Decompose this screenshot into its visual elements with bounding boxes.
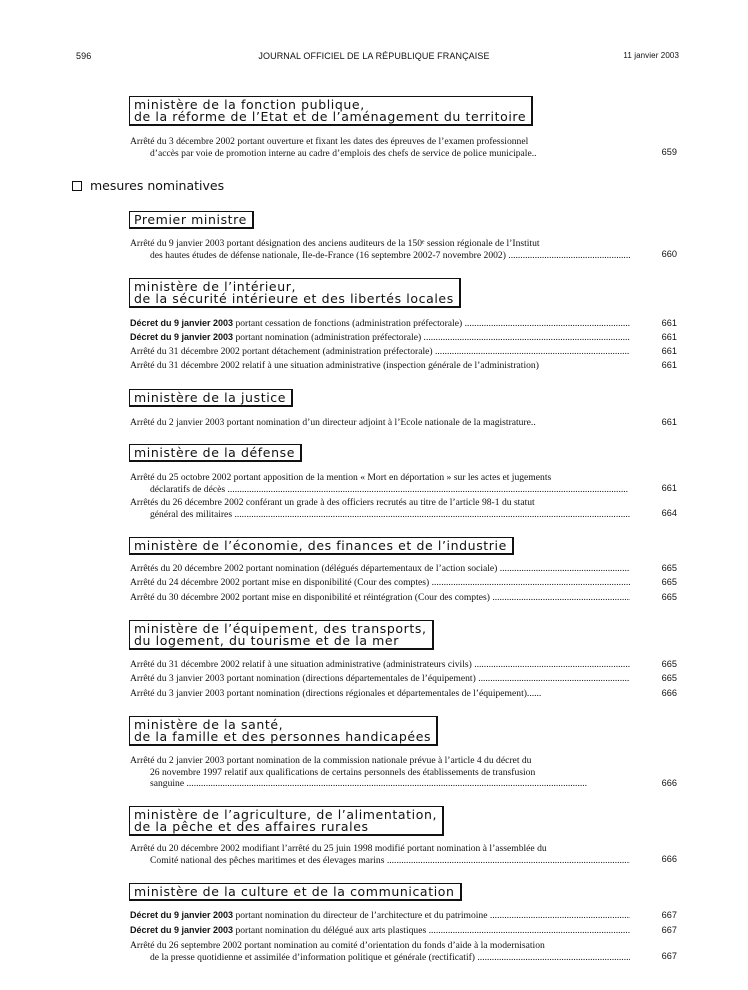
checkbox-icon xyxy=(72,181,82,191)
toc-entry: Arrêté du 3 janvier 2003 portant nomination (directions départementales de l’équipement) ..... xyxy=(130,673,630,685)
toc-entry: Décret du 9 janvier 2003 portant nomination du délégué aux arts plastiques ..... xyxy=(130,925,630,937)
page-number: 596 xyxy=(76,51,92,61)
toc-entry: Arrêté du 20 décembre 2002 modifiant l’arrêté du 25 juin 1998 modifié portant nomination à l’assemblée du Comité national des pêches maritimes et des élevages marins ..... xyxy=(130,843,630,866)
toc-entry: Arrêté du 31 décembre 2002 relatif à une situation administrative (administrateurs civils) ..... xyxy=(130,659,630,671)
ministry-heading: ministère de la culture et de la communication xyxy=(129,883,462,901)
ministry-heading: ministère de l’intérieur, de la sécurité intérieure et des libertés locales xyxy=(129,278,461,308)
toc-entry: Arrêté du 25 octobre 2002 portant apposition de la mention « Mort en déportation » sur les actes et jugements déclaratifs de décès ..... xyxy=(130,472,630,495)
page-ref: 661 xyxy=(661,417,677,427)
toc-entry: Décret du 9 janvier 2003 portant nomination (administration préfectorale) ..... xyxy=(130,332,630,344)
toc-entry: Arrêté du 30 décembre 2002 portant mise en disponibilité et réintégration (Cour des comptes) ..... xyxy=(130,592,630,604)
page-ref: 665 xyxy=(661,563,677,573)
ministry-heading: ministère de la fonction publique, de la réforme de l’Etat et de l’aménagement du territoire xyxy=(129,96,533,126)
ministry-heading: ministère de l’économie, des finances et de l’industrie xyxy=(129,537,514,555)
toc-entry: Décret du 9 janvier 2003 portant cessation de fonctions (administration préfectorale) ..... xyxy=(130,318,630,330)
toc-entry: Arrêté du 9 janvier 2003 portant désignation des anciens auditeurs de la 150ᵉ session régionale de l’Institut des hautes études de défense nationale, Ile-de-France (16 septembre 2002-7 novembre 2002) ..... xyxy=(130,238,630,261)
ministry-heading: ministère de l’agriculture, de l’alimentation, de la pêche et des affaires rurales xyxy=(129,806,444,836)
page-ref: 666 xyxy=(661,854,677,864)
ministry-heading: ministère de l’équipement, des transports, du logement, du tourisme et de la mer xyxy=(129,620,434,650)
toc-entry: Arrêtés du 20 décembre 2002 portant nomination (délégués départementaux de l’action sociale) ..... xyxy=(130,563,630,575)
page-ref: 667 xyxy=(661,951,677,961)
toc-entry: Arrêté du 26 septembre 2002 portant nomination au comité d’orientation du fonds d’aide à la modernisation de la presse quotidienne et assimilée d’information politique et générale (rectificatif) ..... xyxy=(130,940,630,963)
ministry-heading: ministère de la justice xyxy=(129,389,293,407)
page-ref: 665 xyxy=(661,673,677,683)
toc-entry: Arrêté du 31 décembre 2002 relatif à une situation administrative (inspection générale de l’administration) xyxy=(130,360,539,371)
page-ref: 661 xyxy=(661,318,677,328)
page-ref: 664 xyxy=(661,508,677,518)
page-ref: 661 xyxy=(661,332,677,342)
section-title: mesures nominatives xyxy=(72,178,224,193)
page-ref: 661 xyxy=(661,360,677,370)
page-ref: 666 xyxy=(661,778,677,788)
page-ref: 665 xyxy=(661,659,677,669)
page-ref: 660 xyxy=(661,249,677,259)
ministry-heading: ministère de la défense xyxy=(129,444,302,462)
page-ref: 661 xyxy=(661,346,677,356)
issue-date: 11 janvier 2003 xyxy=(623,51,679,60)
page-ref: 666 xyxy=(661,688,677,698)
page-ref: 661 xyxy=(661,483,677,493)
toc-entry: Arrêté du 24 décembre 2002 portant mise en disponibilité (Cour des comptes) ..... xyxy=(130,577,630,589)
toc-entry: Arrêtés du 26 décembre 2002 conférant un grade à des officiers recrutés au titre de l’article 98-1 du statut général des militaires ..... xyxy=(130,497,630,520)
ministry-heading: Premier ministre xyxy=(129,211,254,229)
toc-entry: Arrêté du 3 décembre 2002 portant ouverture et fixant les dates des épreuves de l’examen professionnel d’accès par voie de promotion interne au cadre d’emplois des chefs de service de police municipale.. xyxy=(130,136,537,159)
toc-entry: Décret du 9 janvier 2003 portant nomination du directeur de l’architecture et du patrimoine ..... xyxy=(130,910,630,922)
toc-entry: Arrêté du 31 décembre 2002 portant détachement (administration préfectorale) ..... xyxy=(130,346,630,358)
page-ref: 659 xyxy=(661,147,677,157)
toc-entry: Arrêté du 3 janvier 2003 portant nomination (directions régionales et départementales de l’équipement)...... xyxy=(130,688,542,699)
toc-entry: Arrêté du 2 janvier 2003 portant nomination d’un directeur adjoint à l’Ecole nationale de la magistrature.. xyxy=(130,417,536,428)
toc-entry: Arrêté du 2 janvier 2003 portant nomination de la commission nationale prévue à l’article 4 du décret du 26 novembre 1997 relatif aux qualifications de certains personnels des établissements de transfusion sanguine ..... xyxy=(130,755,630,790)
page-ref: 665 xyxy=(661,577,677,587)
page-ref: 665 xyxy=(661,592,677,602)
journal-title: JOURNAL OFFICIEL DE LA RÉPUBLIQUE FRANÇAISE xyxy=(258,51,490,61)
ministry-heading: ministère de la santé, de la famille et des personnes handicapées xyxy=(129,716,438,746)
page-ref: 667 xyxy=(661,925,677,935)
page-ref: 667 xyxy=(661,910,677,920)
